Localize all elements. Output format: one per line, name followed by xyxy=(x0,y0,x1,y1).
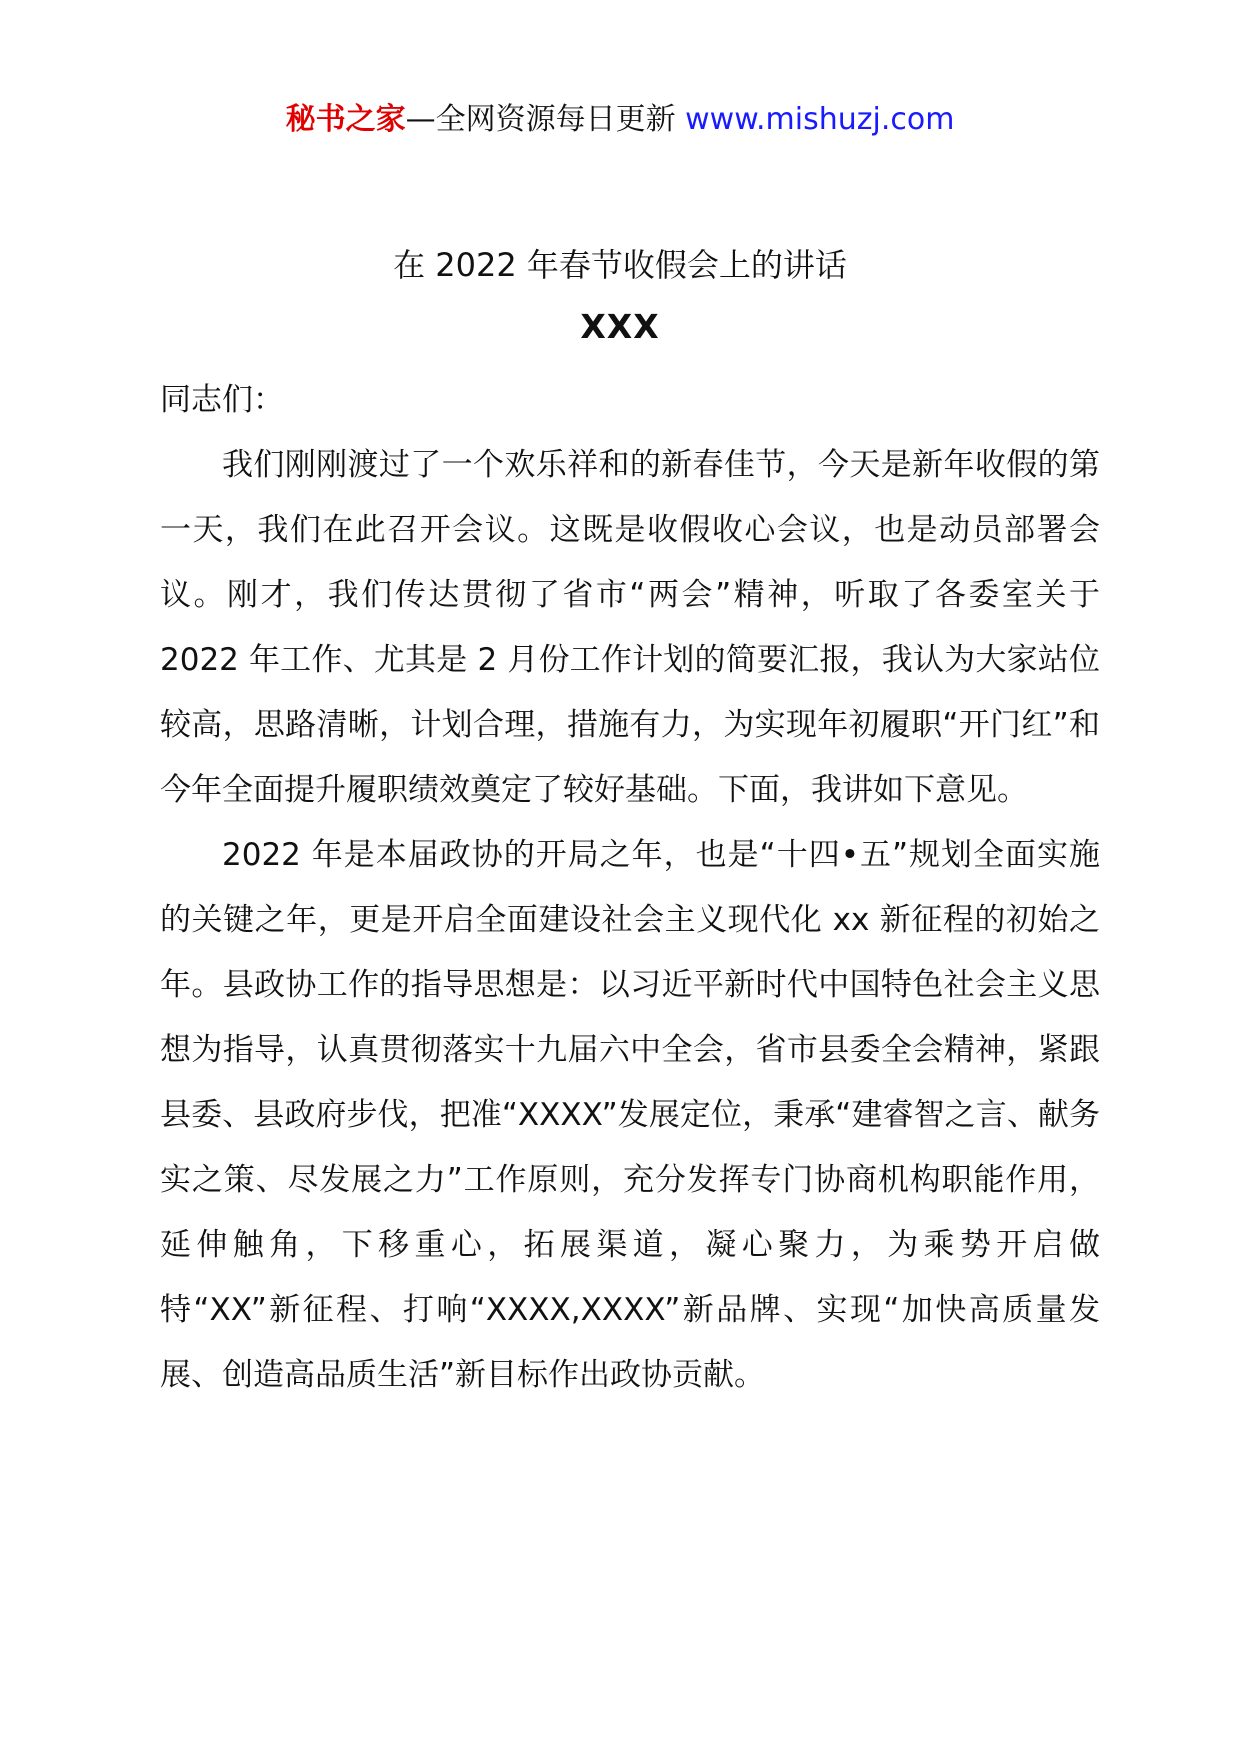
site-url-link[interactable]: www.mishuzj.com xyxy=(685,102,955,137)
salutation: 同志们： xyxy=(160,382,284,418)
document-body xyxy=(160,368,1100,1408)
paragraph-2: 2022 年是本届政协的开局之年，也是“十四•五”规划全面实施的关键之年，更是开启全面建设社会主义现代化 xx 新征程的初始之年。县政协工作的指导思想是：以习近平新时代中国特色社会主义思想为指导，认真贯彻落实十九届六中全会，省市县委全会精神，紧跟县委、县政府步伐，把准“XXXX”发展定位，秉承“建睿智之言、献务实之策、尽发展之力”工作原则，充分发挥专门协商机构职能作用，延伸触角，下移重心，拓展渠道，凝心聚力，为乘势开启做特“XX”新征程、打响“XXXX,XXXX”新品牌、实现“加快高质量发展、创造高品质生活”新目标作出政协贡献。 xyxy=(160,837,1100,1393)
site-header-banner xyxy=(0,100,1240,140)
document-title: 在 2022 年春节收假会上的讲话 xyxy=(393,246,847,284)
paragraph-1: 我们刚刚渡过了一个欢乐祥和的新春佳节，今天是新年收假的第一天，我们在此召开会议。这既是收假收心会议，也是动员部署会议。刚才，我们传达贯彻了省市“两会”精神，听取了各委室关于 2022 年工作、尤其是 2 月份工作计划的简要汇报，我认为大家站位较高，思路清晰，计划合理，措施有力，为实现年初履职“开门红”和今年全面提升履职绩效奠定了较好基础。下面，我讲如下意见。 xyxy=(160,447,1100,808)
site-tagline: —全网资源每日更新 xyxy=(405,102,676,137)
site-brand-name: 秘书之家 xyxy=(285,102,406,137)
document-author: XXX xyxy=(580,307,660,346)
